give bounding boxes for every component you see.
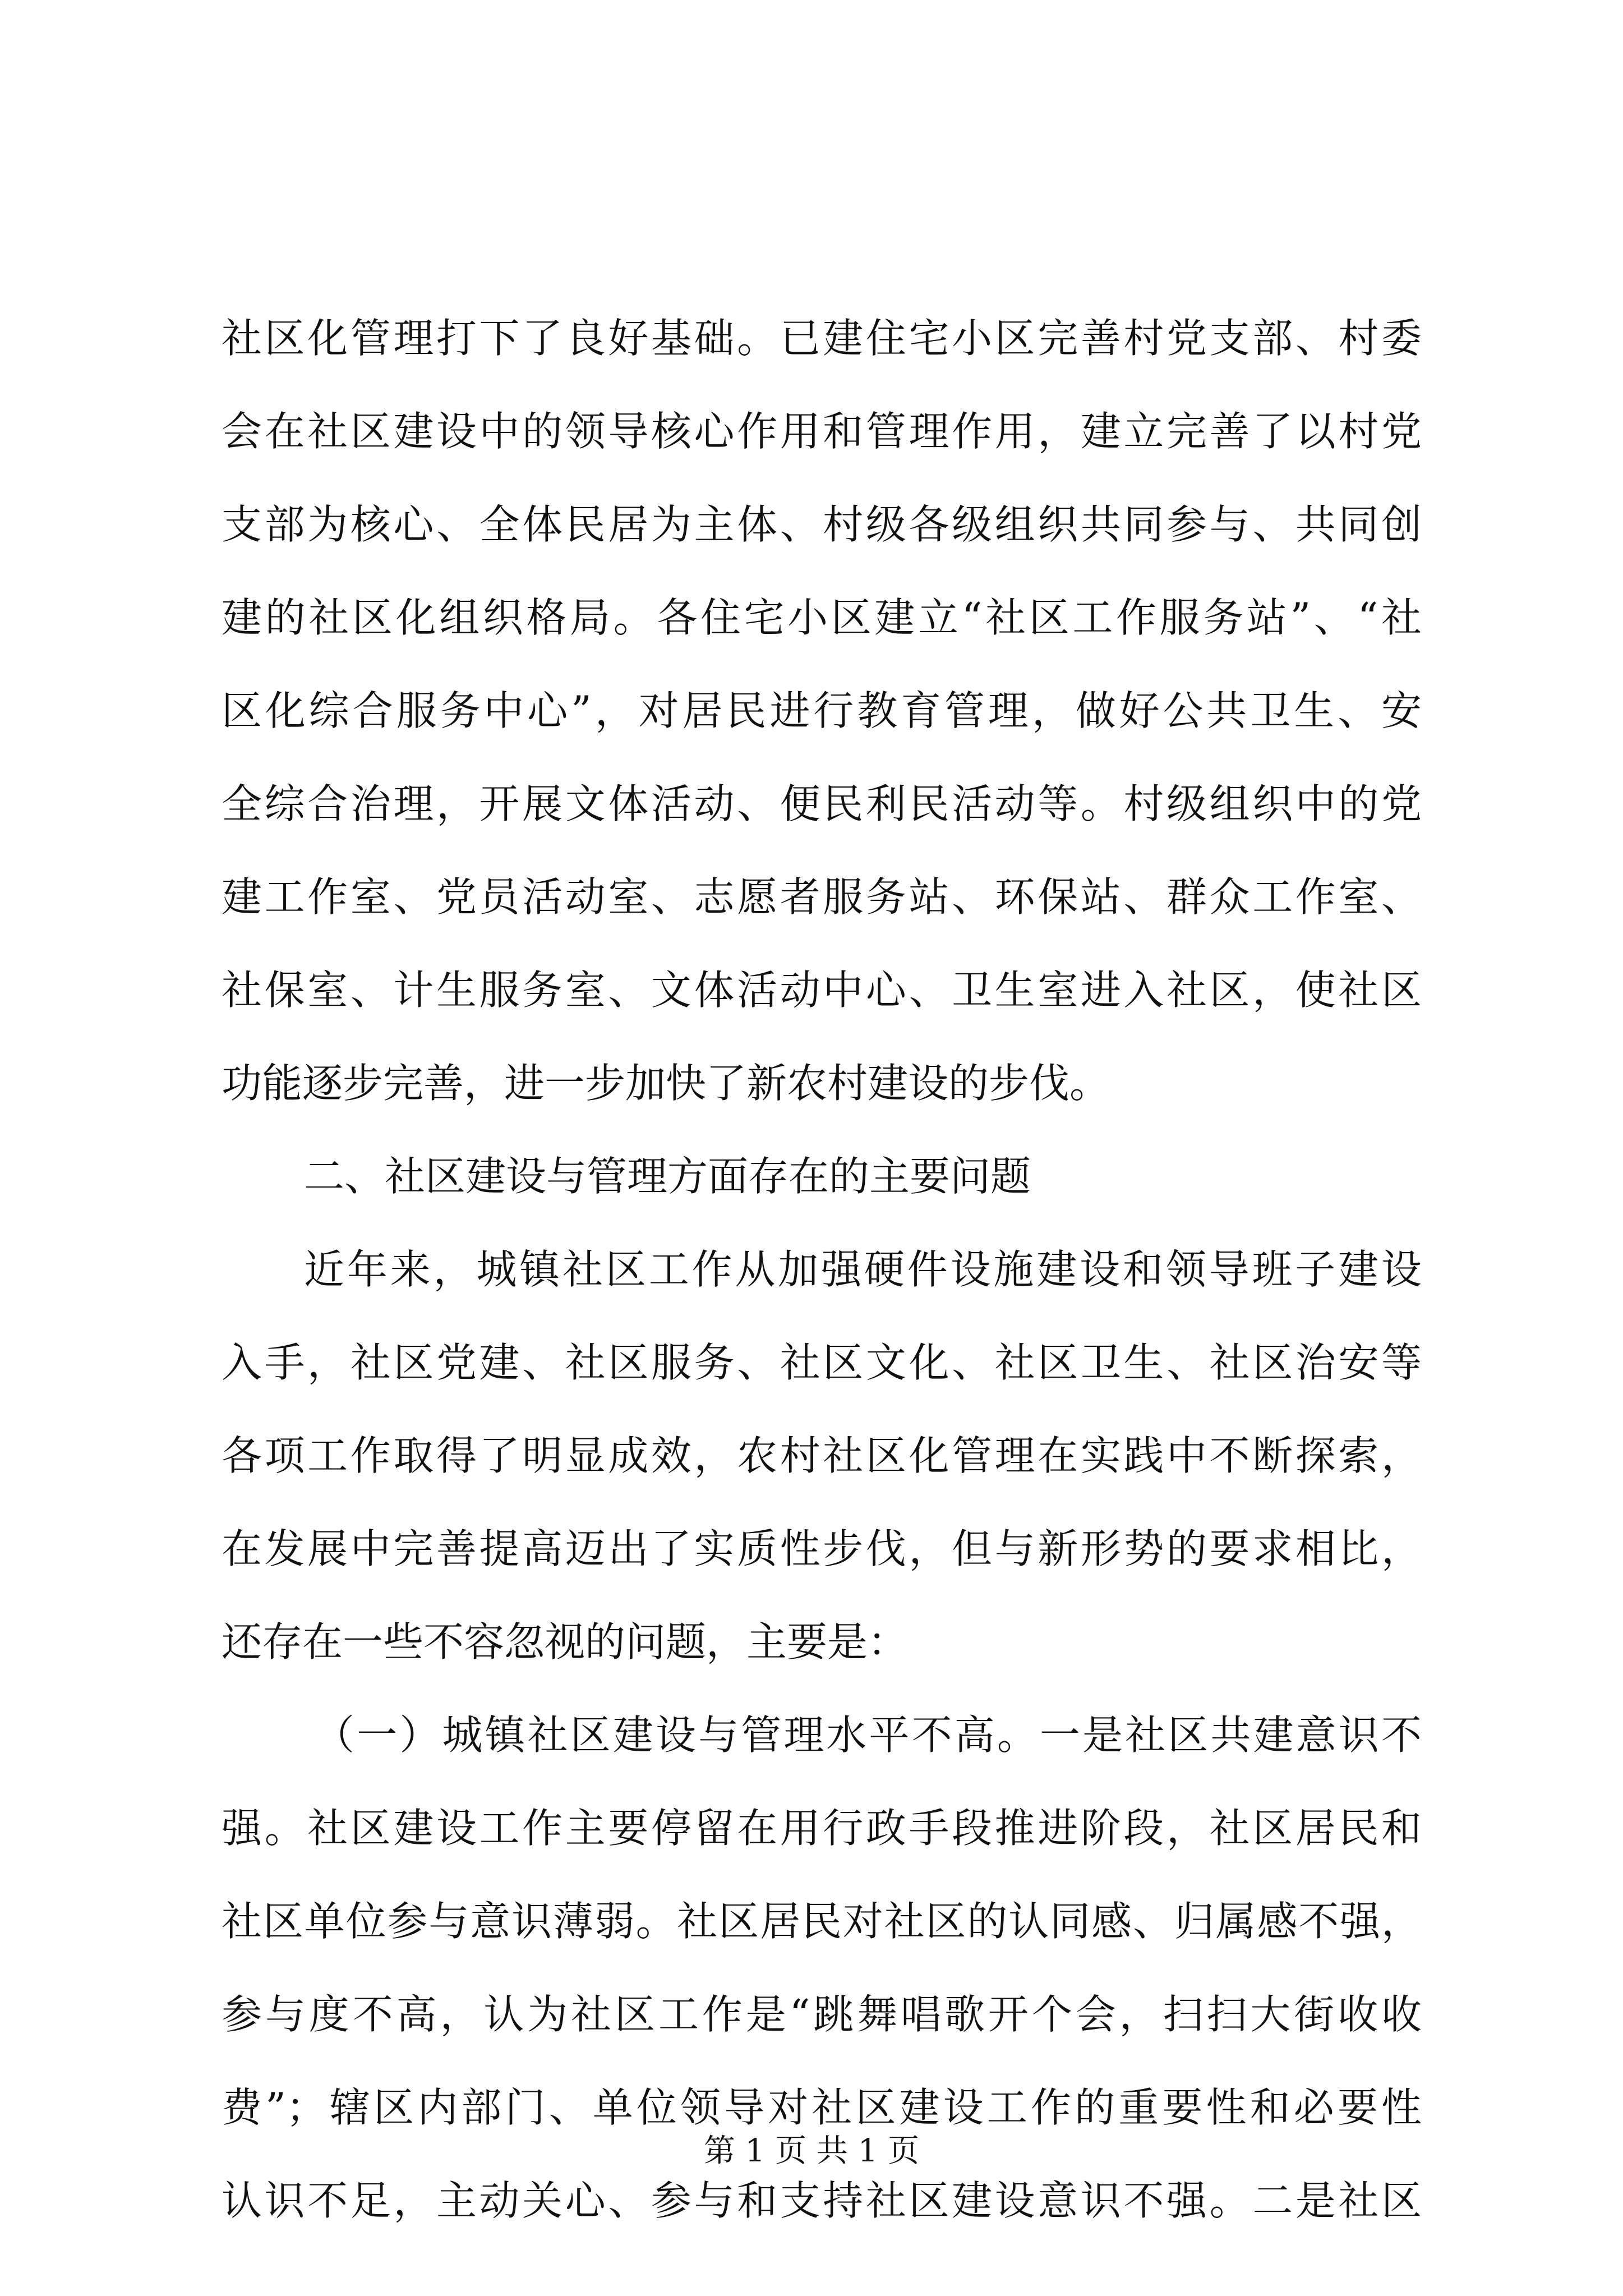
subsection-line: （一）城镇社区建设与管理水平不高。一是社区共建意识不 — [314, 1711, 1422, 1759]
text-line: 参与度不高，认为社区工作是“跳舞唱歌开个会，扫扫大街收收 — [222, 1991, 1422, 2038]
text-line: 各项工作取得了明显成效，农村社区化管理在实践中不断探索， — [222, 1432, 1422, 1479]
text-line: 认识不足，主动关心、参与和支持社区建设意识不强。二是社区 — [222, 2177, 1422, 2224]
text-line: 建的社区化组织格局。各住宅小区建立“社区工作服务站”、“社 — [222, 594, 1422, 641]
text-line: 社区单位参与意识薄弱。社区居民对社区的认同感、归属感不强， — [222, 1898, 1422, 1945]
text-line: 还存在一些不容忽视的问题，主要是： — [222, 1618, 909, 1665]
page-number: 第 1 页 共 1 页 — [703, 2133, 920, 2169]
document-body — [222, 292, 1422, 2247]
section-heading: 二、社区建设与管理方面存在的主要问题 — [304, 1153, 1031, 1200]
page-footer — [0, 2132, 1623, 2171]
text-line: 社区化管理打下了良好基础。已建住宅小区完善村党支部、村委 — [222, 315, 1422, 362]
text-line: 支部为核心、全体民居为主体、村级各级组织共同参与、共同创 — [222, 501, 1422, 548]
text-line: 区化综合服务中心”，对居民进行教育管理，做好公共卫生、安 — [222, 687, 1422, 734]
text-line: 近年来，城镇社区工作从加强硬件设施建设和领导班子建设 — [304, 1246, 1422, 1293]
text-line: 入手，社区党建、社区服务、社区文化、社区卫生、社区治安等 — [222, 1339, 1422, 1386]
text-line: 全综合治理，开展文体活动、便民利民活动等。村级组织中的党 — [222, 780, 1422, 827]
text-line: 强。社区建设工作主要停留在用行政手段推进阶段，社区居民和 — [222, 1805, 1422, 1852]
text-line: 社保室、计生服务室、文体活动中心、卫生室进入社区，使社区 — [222, 967, 1422, 1014]
text-line: 会在社区建设中的领导核心作用和管理作用，建立完善了以村党 — [222, 408, 1422, 455]
text-line: 建工作室、党员活动室、志愿者服务站、环保站、群众工作室、 — [222, 873, 1422, 921]
text-line: 在发展中完善提高迈出了实质性步伐，但与新形势的要求相比， — [222, 1525, 1422, 1572]
text-line: 费”；辖区内部门、单位领导对社区建设工作的重要性和必要性 — [222, 2084, 1422, 2131]
text-line: 功能逐步完善，进一步加快了新农村建设的步伐。 — [222, 1060, 1110, 1107]
